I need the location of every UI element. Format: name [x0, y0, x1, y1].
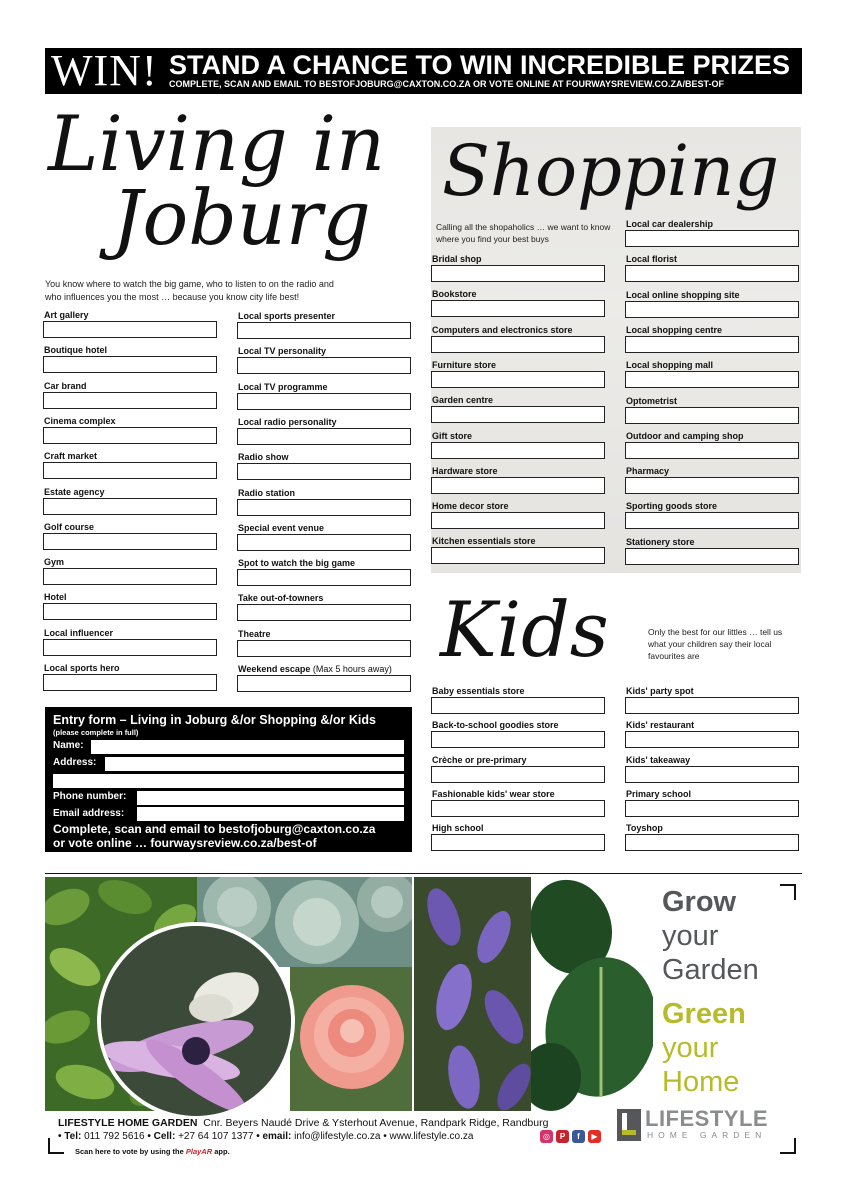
- field-label-text: Hardware store: [432, 465, 498, 476]
- field-label-theatre: [238, 629, 271, 639]
- field-input-weekend-escape[interactable]: [237, 675, 411, 692]
- field-label-text: Radio show: [238, 452, 289, 463]
- field-label-bridal-shop: [432, 254, 482, 264]
- ad-company: LIFESTYLE HOME GARDEN: [58, 1117, 198, 1129]
- agapanthus-photo: [414, 877, 531, 1111]
- living-title-line2: Joburg: [112, 173, 371, 262]
- field-label-text: Garden centre: [432, 395, 494, 406]
- field-label-cr-che-or-pre-primary: [432, 755, 527, 765]
- field-input-outdoor-and-camping-shop[interactable]: [625, 442, 799, 459]
- field-label-text: Local TV personality: [238, 346, 327, 357]
- banner-headline: STAND A CHANCE TO WIN INCREDIBLE PRIZES: [169, 50, 791, 80]
- shopping-title: Shopping: [442, 130, 780, 212]
- field-input-optometrist[interactable]: [625, 407, 799, 424]
- field-input-home-decor-store[interactable]: [431, 512, 605, 529]
- ad-email[interactable]: info@lifestyle.co.za: [294, 1131, 381, 1142]
- lifestyle-logo-mark-icon: [617, 1109, 641, 1141]
- butterfly-flower-photo: [97, 922, 295, 1120]
- field-label-text: Kitchen essentials store: [432, 536, 536, 547]
- field-label-text: Kids' restaurant: [626, 720, 695, 731]
- field-label-kids-party-spot: [626, 686, 694, 696]
- field-label-text: Kids' party spot: [626, 686, 694, 696]
- facebook-icon[interactable]: f: [572, 1130, 585, 1143]
- field-label-take-out-of-towners: [238, 593, 323, 603]
- field-label-text: Furniture store: [432, 359, 497, 370]
- field-input-computers-and-electronics-store[interactable]: [431, 336, 605, 353]
- banner-subline: COMPLETE, SCAN AND EMAIL TO BESTOFJOBURG@CAXTON.CO.ZA OR VOTE ONLINE AT FOURWAYSREVIEW.CO.ZA/BEST-OF: [169, 79, 724, 89]
- field-label-golf-course: [44, 522, 94, 532]
- field-label-text: Bridal shop: [432, 254, 482, 264]
- shopping-intro: Calling all the shopaholics … we want to know where you find your best buys: [436, 222, 611, 244]
- field-label-text: Gift store: [432, 430, 473, 441]
- ad-cell: +27 64 107 1377: [178, 1131, 254, 1142]
- field-label-kids-takeaway: [626, 755, 690, 765]
- field-label-cinema-complex: [44, 416, 116, 426]
- field-label-fashionable-kids-wear-store: [432, 789, 555, 799]
- field-input-cr-che-or-pre-primary[interactable]: [431, 766, 605, 783]
- field-label-text: Radio station: [238, 487, 296, 498]
- field-label-text: Stationery store: [626, 536, 695, 547]
- field-label-text: Optometrist: [626, 395, 678, 406]
- field-label-text: Bookstore: [432, 289, 477, 300]
- field-label-hardware-store: [432, 466, 498, 476]
- field-label-kids-restaurant: [626, 720, 694, 730]
- field-label-local-shopping-mall: [626, 360, 713, 370]
- ad-garden: Garden: [662, 954, 759, 986]
- field-label-hotel: [44, 592, 67, 602]
- field-label-furniture-store: [432, 360, 496, 370]
- entry-address-field[interactable]: [105, 757, 404, 771]
- field-label-text: Local sports presenter: [238, 311, 336, 321]
- field-input-golf-course[interactable]: [43, 533, 217, 550]
- field-input-local-shopping-centre[interactable]: [625, 336, 799, 353]
- lifestyle-logo: [617, 1108, 789, 1142]
- field-input-radio-show[interactable]: [237, 463, 411, 480]
- field-label-local-radio-personality: [238, 417, 337, 427]
- entry-footer-line1: Complete, scan and email to bestofjoburg@caxton.co.za: [53, 822, 376, 836]
- field-label-text: Computers and electronics store: [432, 324, 573, 335]
- field-label-text: Toyshop: [626, 823, 663, 834]
- ad-web[interactable]: • www.lifestyle.co.za: [383, 1131, 474, 1142]
- field-label-text: Boutique hotel: [44, 345, 107, 356]
- field-label-garden-centre: [432, 395, 493, 405]
- field-input-cinema-complex[interactable]: [43, 427, 217, 444]
- field-input-local-influencer[interactable]: [43, 639, 217, 656]
- field-input-pharmacy[interactable]: [625, 477, 799, 494]
- entry-subtitle: (please complete in full): [53, 728, 139, 737]
- ad-tel: 011 792 5616: [84, 1131, 145, 1142]
- field-input-art-gallery[interactable]: [43, 321, 217, 338]
- field-label-text: Crèche or pre-primary: [432, 754, 527, 765]
- field-label-local-online-shopping-site: [626, 290, 740, 300]
- monstera-photo: [531, 877, 653, 1111]
- field-input-kitchen-essentials-store[interactable]: [431, 547, 605, 564]
- field-input-sporting-goods-store[interactable]: [625, 512, 799, 529]
- ad-company-address: [58, 1117, 548, 1129]
- field-label-text: Local influencer: [44, 627, 114, 638]
- entry-title: Entry form – Living in Joburg &/or Shopping &/or Kids: [53, 713, 376, 727]
- field-label-text: Back-to-school goodies store: [432, 720, 559, 731]
- field-label-art-gallery: [44, 310, 89, 320]
- field-label-text: Golf course: [44, 521, 95, 532]
- field-input-high-school[interactable]: [431, 834, 605, 851]
- win-heading: WIN!: [51, 46, 158, 95]
- field-label-local-influencer: [44, 628, 113, 638]
- field-label-text: Car brand: [44, 380, 87, 391]
- field-label-text: Weekend escape: [238, 664, 311, 674]
- entry-email-field[interactable]: [137, 807, 404, 821]
- field-label-car-brand: [44, 381, 87, 391]
- field-label-local-tv-personality: [238, 346, 326, 356]
- field-input-local-shopping-mall[interactable]: [625, 371, 799, 388]
- competition-banner: [45, 48, 802, 94]
- field-input-local-car-dealership[interactable]: [625, 230, 799, 247]
- field-label-text: Pharmacy: [626, 466, 670, 477]
- field-label-toyshop: [626, 823, 663, 833]
- entry-name-field[interactable]: [91, 740, 404, 754]
- ad-divider: [45, 873, 802, 874]
- field-label-text: High school: [432, 823, 484, 834]
- living-title-line1: Living in: [48, 99, 386, 188]
- field-label-craft-market: [44, 451, 97, 461]
- field-label-back-to-school-goodies-store: [432, 720, 559, 730]
- logo-sub-text: HOME GARDEN: [647, 1130, 767, 1140]
- field-label-spot-to-watch-the-big-game: [238, 558, 355, 568]
- field-input-bookstore[interactable]: [431, 300, 605, 317]
- field-input-craft-market[interactable]: [43, 462, 217, 479]
- field-label-radio-show: [238, 452, 289, 462]
- field-label-local-florist: [626, 254, 677, 264]
- field-label-gift-store: [432, 431, 472, 441]
- field-label-optometrist: [626, 396, 677, 406]
- entry-form: [45, 707, 412, 852]
- field-input-kids-party-spot[interactable]: [625, 697, 799, 714]
- entry-phone-label: Phone number:: [53, 791, 127, 802]
- weekend-escape-note: (Max 5 hours away): [312, 664, 392, 674]
- pinterest-icon[interactable]: P: [556, 1130, 569, 1143]
- rose-photo: [290, 967, 412, 1111]
- field-label-text: Primary school: [626, 788, 692, 799]
- instagram-icon[interactable]: ◎: [540, 1130, 553, 1143]
- field-input-toyshop[interactable]: [625, 834, 799, 851]
- scan-note: [75, 1147, 230, 1156]
- field-input-back-to-school-goodies-store[interactable]: [431, 731, 605, 748]
- ad-tel-label: • Tel:: [58, 1131, 82, 1142]
- field-label-text: Special event venue: [238, 522, 325, 533]
- corner-bracket-top: [780, 884, 796, 900]
- field-input-local-sports-hero[interactable]: [43, 674, 217, 691]
- ad-address: Cnr. Beyers Naudé Drive & Ysterhout Avenue, Randpark Ridge, Randburg: [203, 1117, 549, 1129]
- field-input-gym[interactable]: [43, 568, 217, 585]
- logo-main-text: LIFESTYLE: [645, 1106, 769, 1131]
- field-label-local-sports-hero: [44, 663, 120, 673]
- field-label-text: Spot to watch the big game: [238, 558, 356, 569]
- field-label-text: Fashionable kids' wear store: [432, 788, 555, 799]
- ad-grow: Grow: [662, 886, 737, 918]
- field-label-text: Baby essentials store: [432, 686, 525, 696]
- field-label-gym: [44, 557, 64, 567]
- ad-home: Home: [662, 1066, 740, 1098]
- field-input-theatre[interactable]: [237, 640, 411, 657]
- field-label-special-event-venue: [238, 523, 324, 533]
- field-input-hardware-store[interactable]: [431, 477, 605, 494]
- field-label-kitchen-essentials-store: [432, 536, 536, 546]
- field-label-text: Craft market: [44, 451, 98, 462]
- field-input-furniture-store[interactable]: [431, 371, 605, 388]
- field-label-text: Local shopping mall: [626, 360, 714, 371]
- entry-email-label: Email address:: [53, 808, 125, 819]
- field-input-bridal-shop[interactable]: [431, 265, 605, 282]
- field-label-stationery-store: [626, 537, 695, 547]
- field-label-sporting-goods-store: [626, 501, 717, 511]
- field-label-weekend-escape: [238, 664, 392, 674]
- entry-address-label: Address:: [53, 757, 97, 768]
- field-input-hotel[interactable]: [43, 603, 217, 620]
- field-label-text: Estate agency: [44, 486, 105, 497]
- field-input-primary-school[interactable]: [625, 800, 799, 817]
- app-suffix: app.: [214, 1147, 230, 1156]
- ad-your-1: your: [662, 920, 719, 952]
- field-label-text: Local TV programme: [238, 381, 328, 392]
- field-label-text: Local shopping centre: [626, 324, 723, 335]
- field-input-local-tv-programme[interactable]: [237, 393, 411, 410]
- field-label-text: Local sports hero: [44, 663, 120, 673]
- field-label-text: Hotel: [44, 592, 67, 603]
- field-label-baby-essentials-store: [432, 686, 525, 696]
- field-input-local-tv-personality[interactable]: [237, 357, 411, 374]
- field-label-local-tv-programme: [238, 382, 328, 392]
- field-label-text: Take out-of-towners: [238, 593, 324, 604]
- field-label-high-school: [432, 823, 484, 833]
- field-input-kids-takeaway[interactable]: [625, 766, 799, 783]
- field-label-pharmacy: [626, 466, 669, 476]
- field-input-local-online-shopping-site[interactable]: [625, 301, 799, 318]
- youtube-icon[interactable]: ▶: [588, 1130, 601, 1143]
- field-label-radio-station: [238, 488, 295, 498]
- living-intro: You know where to watch the big game, who to listen to on the radio and who influences you the most … because you know city life best!: [45, 279, 334, 302]
- field-input-kids-restaurant[interactable]: [625, 731, 799, 748]
- field-label-text: Gym: [44, 557, 65, 568]
- entry-footer-line2: or vote online … fourwaysreview.co.za/best-of: [53, 836, 317, 850]
- field-label-text: Local florist: [626, 254, 678, 265]
- field-input-fashionable-kids-wear-store[interactable]: [431, 800, 605, 817]
- field-input-spot-to-watch-the-big-game[interactable]: [237, 569, 411, 586]
- field-label-primary-school: [626, 789, 691, 799]
- ad-email-label: • email:: [256, 1131, 292, 1142]
- field-label-computers-and-electronics-store: [432, 325, 573, 335]
- field-label-text: Theatre: [238, 628, 271, 639]
- field-label-bookstore: [432, 289, 477, 299]
- field-input-local-radio-personality[interactable]: [237, 428, 411, 445]
- field-label-text: Local online shopping site: [626, 289, 740, 300]
- app-name: PlayAR: [185, 1147, 213, 1156]
- field-input-special-event-venue[interactable]: [237, 534, 411, 551]
- field-label-boutique-hotel: [44, 345, 107, 355]
- field-input-stationery-store[interactable]: [625, 548, 799, 565]
- field-label-local-sports-presenter: [238, 311, 335, 321]
- ad-your-2: your: [662, 1032, 719, 1064]
- field-input-baby-essentials-store[interactable]: [431, 697, 605, 714]
- entry-name-label: Name:: [53, 740, 84, 751]
- field-label-text: Cinema complex: [44, 415, 116, 426]
- field-input-radio-station[interactable]: [237, 499, 411, 516]
- kids-intro: Only the best for our littles … tell us what your children say their local favourites are: [648, 627, 783, 661]
- field-input-garden-centre[interactable]: [431, 406, 605, 423]
- ad-contact: [58, 1131, 473, 1142]
- entry-address-field-2[interactable]: [53, 774, 404, 788]
- scan-text: Scan here to vote by using the: [75, 1147, 184, 1156]
- field-label-home-decor-store: [432, 501, 509, 511]
- ad-cell-label: • Cell:: [147, 1131, 176, 1142]
- entry-phone-field[interactable]: [137, 791, 404, 805]
- kids-title: Kids: [440, 585, 609, 674]
- field-input-local-florist[interactable]: [625, 265, 799, 282]
- field-input-local-sports-presenter[interactable]: [237, 322, 411, 339]
- field-label-text: Local radio personality: [238, 416, 337, 427]
- field-label-text: Outdoor and camping shop: [626, 430, 744, 441]
- field-label-text: Kids' takeaway: [626, 754, 691, 765]
- field-label-local-car-dealership: [626, 219, 713, 229]
- field-input-car-brand[interactable]: [43, 392, 217, 409]
- field-label-text: Home decor store: [432, 501, 509, 512]
- field-input-gift-store[interactable]: [431, 442, 605, 459]
- field-label-estate-agency: [44, 487, 105, 497]
- field-label-local-shopping-centre: [626, 325, 722, 335]
- field-label-text: Local car dealership: [626, 219, 714, 229]
- field-input-boutique-hotel[interactable]: [43, 356, 217, 373]
- field-input-estate-agency[interactable]: [43, 498, 217, 515]
- field-input-take-out-of-towners[interactable]: [237, 604, 411, 621]
- ad-green: Green: [662, 998, 746, 1030]
- field-label-outdoor-and-camping-shop: [626, 431, 744, 441]
- field-label-text: Sporting goods store: [626, 501, 717, 512]
- field-label-text: Art gallery: [44, 310, 89, 320]
